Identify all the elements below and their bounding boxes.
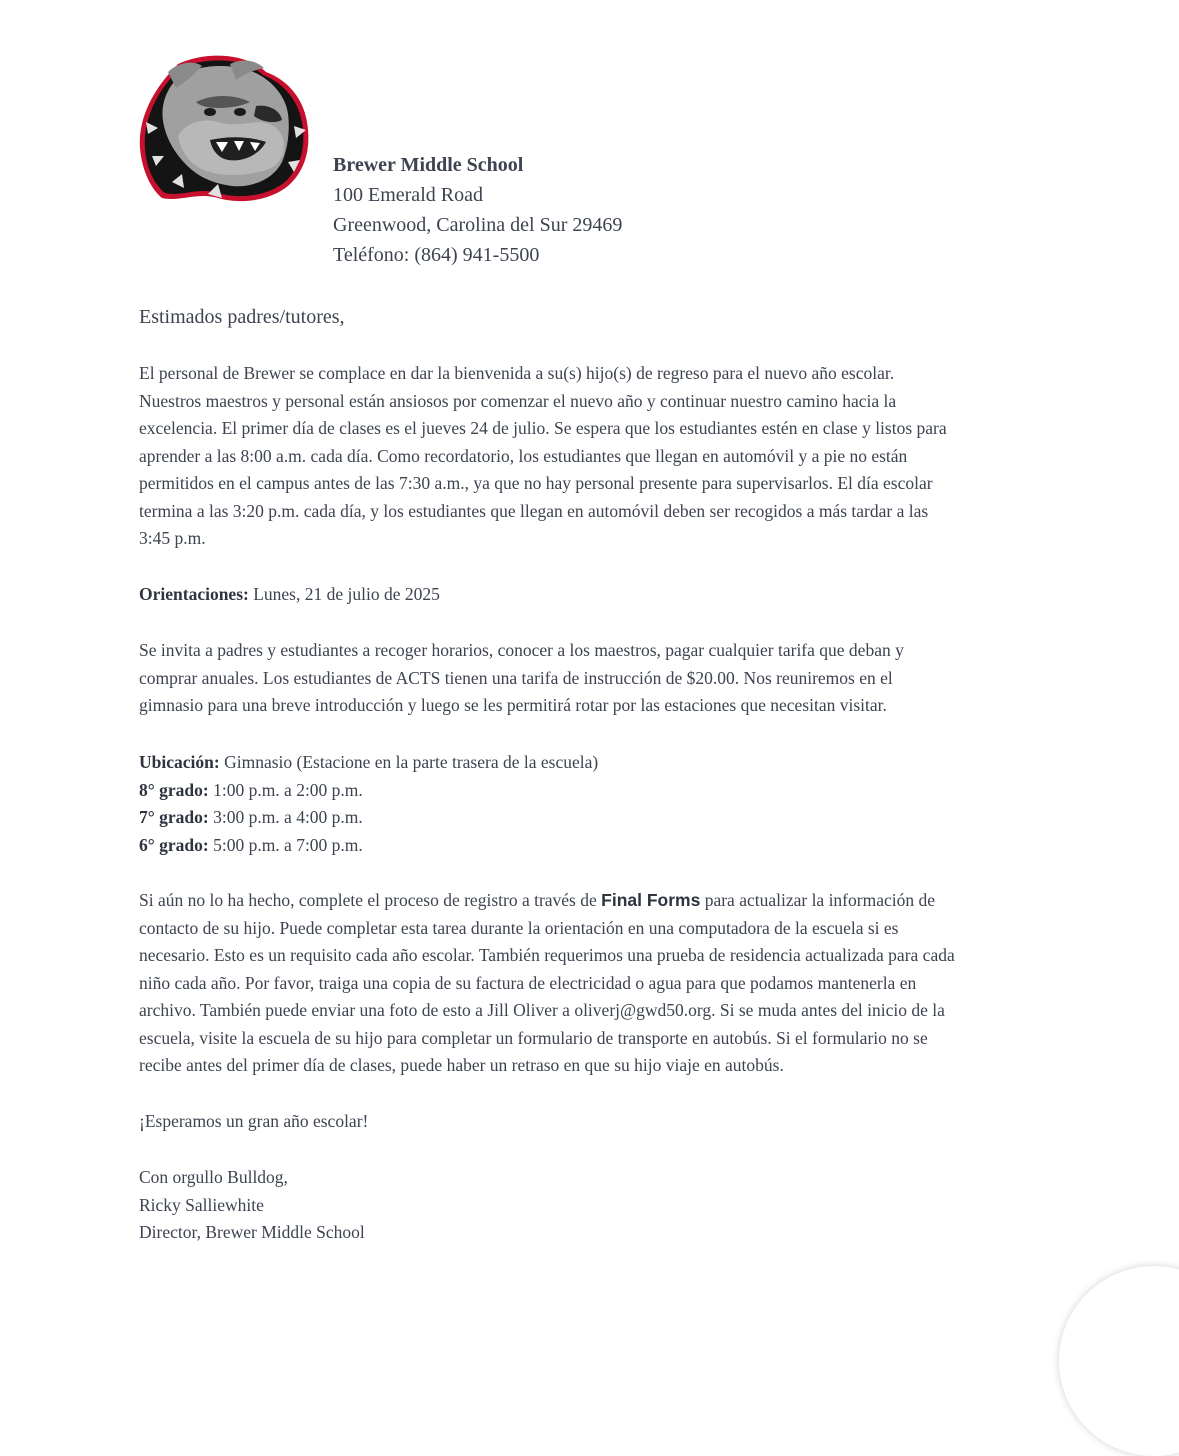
intro-line: Nuestros maestros y personal están ansiosos por comenzar el nuevo año y continuar nuestro camino hacia la bbox=[139, 390, 897, 411]
invite-line: comprar anuales. Los estudiantes de ACTS tienen una tarifa de instrucción de $20.00. Nos reuniremos en el bbox=[139, 667, 893, 688]
closing-wish-text: ¡Esperamos un gran año escolar! bbox=[139, 1111, 369, 1131]
location-value: Gimnasio (Estacione en la parte trasera de la escuela) bbox=[219, 752, 599, 772]
location-schedule bbox=[139, 749, 1044, 859]
schedule-row bbox=[139, 832, 1044, 860]
intro-line: excelencia. El primer día de clases es el jueves 24 de julio. Se espera que los estudiantes estén en clase y listos para bbox=[139, 418, 947, 438]
registration-text: Si aún no lo ha hecho, complete el proceso de registro a través de bbox=[139, 890, 602, 910]
bulldog-logo-icon bbox=[138, 52, 314, 210]
registration-line bbox=[139, 887, 1044, 915]
intro-line: termina a las 3:20 p.m. cada día, y los estudiantes que llegan en automóvil deben ser recogidos a más tardar a las bbox=[139, 500, 929, 521]
grade-time: 5:00 p.m. a 7:00 p.m. bbox=[208, 834, 363, 855]
orientation-date: Lunes, 21 de julio de 2025 bbox=[248, 584, 440, 604]
intro-line: permitidos en el campus antes de las 7:30 a.m., ya que no hay personal presente para supervisarlos. El día escolar bbox=[139, 473, 933, 493]
location-line bbox=[139, 749, 1044, 777]
intro-paragraph bbox=[139, 360, 1044, 553]
intro-line: 3:45 p.m. bbox=[139, 528, 206, 548]
grade-time: 3:00 p.m. a 4:00 p.m. bbox=[208, 807, 363, 827]
page-corner-curl bbox=[1059, 1266, 1179, 1456]
registration-line: escuela, visite la escuela de su hijo para completar un formulario de transporte en autobús. Si el formulario no se bbox=[139, 1027, 928, 1048]
phone-number: Teléfono: (864) 941-5500 bbox=[333, 244, 540, 266]
registration-paragraph bbox=[139, 887, 1044, 1080]
grade-time: 1:00 p.m. a 2:00 p.m. bbox=[208, 779, 363, 800]
registration-line: contacto de su hijo. Puede completar esta tarea durante la orientación en una computadora de la escuela si es bbox=[139, 917, 899, 938]
signature-name: Ricky Salliewhite bbox=[139, 1194, 264, 1215]
invite-line: gimnasio para una breve introducción y luego se les permitirá rotar por las estaciones que necesitan visitar. bbox=[139, 695, 887, 715]
signature-block bbox=[139, 1164, 1044, 1247]
closing-wish bbox=[139, 1108, 1044, 1136]
signature-closing: Con orgullo Bulldog, bbox=[139, 1167, 288, 1187]
registration-line: niño cada año. Por favor, traiga una copia de su factura de electricidad o agua para que podamos mantenerla en bbox=[139, 972, 917, 993]
registration-line: archivo. También puede enviar una foto de esto a Jill Oliver a oliverj@gwd50.org. Si se muda antes del inicio de la bbox=[139, 1000, 945, 1020]
location-label: Ubicación: bbox=[139, 752, 220, 772]
orientation-line bbox=[139, 581, 1044, 609]
intro-line: aprender a las 8:00 a.m. cada día. Como recordatorio, los estudiantes que llegan en automóvil y a pie no están bbox=[139, 445, 908, 466]
schedule-row bbox=[139, 777, 1044, 805]
registration-line: recibe antes del primer día de clases, puede haber un retraso en que su hijo viaje en autobús. bbox=[139, 1055, 784, 1075]
orientation-label: Orientaciones: bbox=[139, 584, 249, 604]
grade-label: 7° grado: bbox=[139, 807, 209, 827]
street-address: 100 Emerald Road bbox=[333, 184, 483, 206]
greeting: Estimados padres/tutores, bbox=[139, 306, 345, 328]
invite-paragraph bbox=[139, 637, 1044, 720]
invite-line: Se invita a padres y estudiantes a recoger horarios, conocer a los maestros, pagar cualquier tarifa que deban y bbox=[139, 640, 904, 660]
schedule-row bbox=[139, 804, 1044, 832]
school-address-block bbox=[333, 150, 622, 270]
city-state-zip: Greenwood, Carolina del Sur 29469 bbox=[333, 214, 623, 236]
registration-text: para actualizar la información de bbox=[700, 890, 935, 910]
registration-line: necesario. Esto es un requisito cada año escolar. También requerimos una prueba de residencia actualizada para cada bbox=[139, 945, 955, 965]
grade-label: 6° grado: bbox=[139, 834, 209, 855]
intro-line: El personal de Brewer se complace en dar la bienvenida a su(s) hijo(s) de regreso para el nuevo año escolar. bbox=[139, 363, 895, 383]
final-forms-name: Final Forms bbox=[601, 890, 701, 910]
grade-label: 8° grado: bbox=[139, 779, 209, 800]
school-name: Brewer Middle School bbox=[333, 154, 524, 176]
signature-title: Director, Brewer Middle School bbox=[139, 1222, 365, 1242]
